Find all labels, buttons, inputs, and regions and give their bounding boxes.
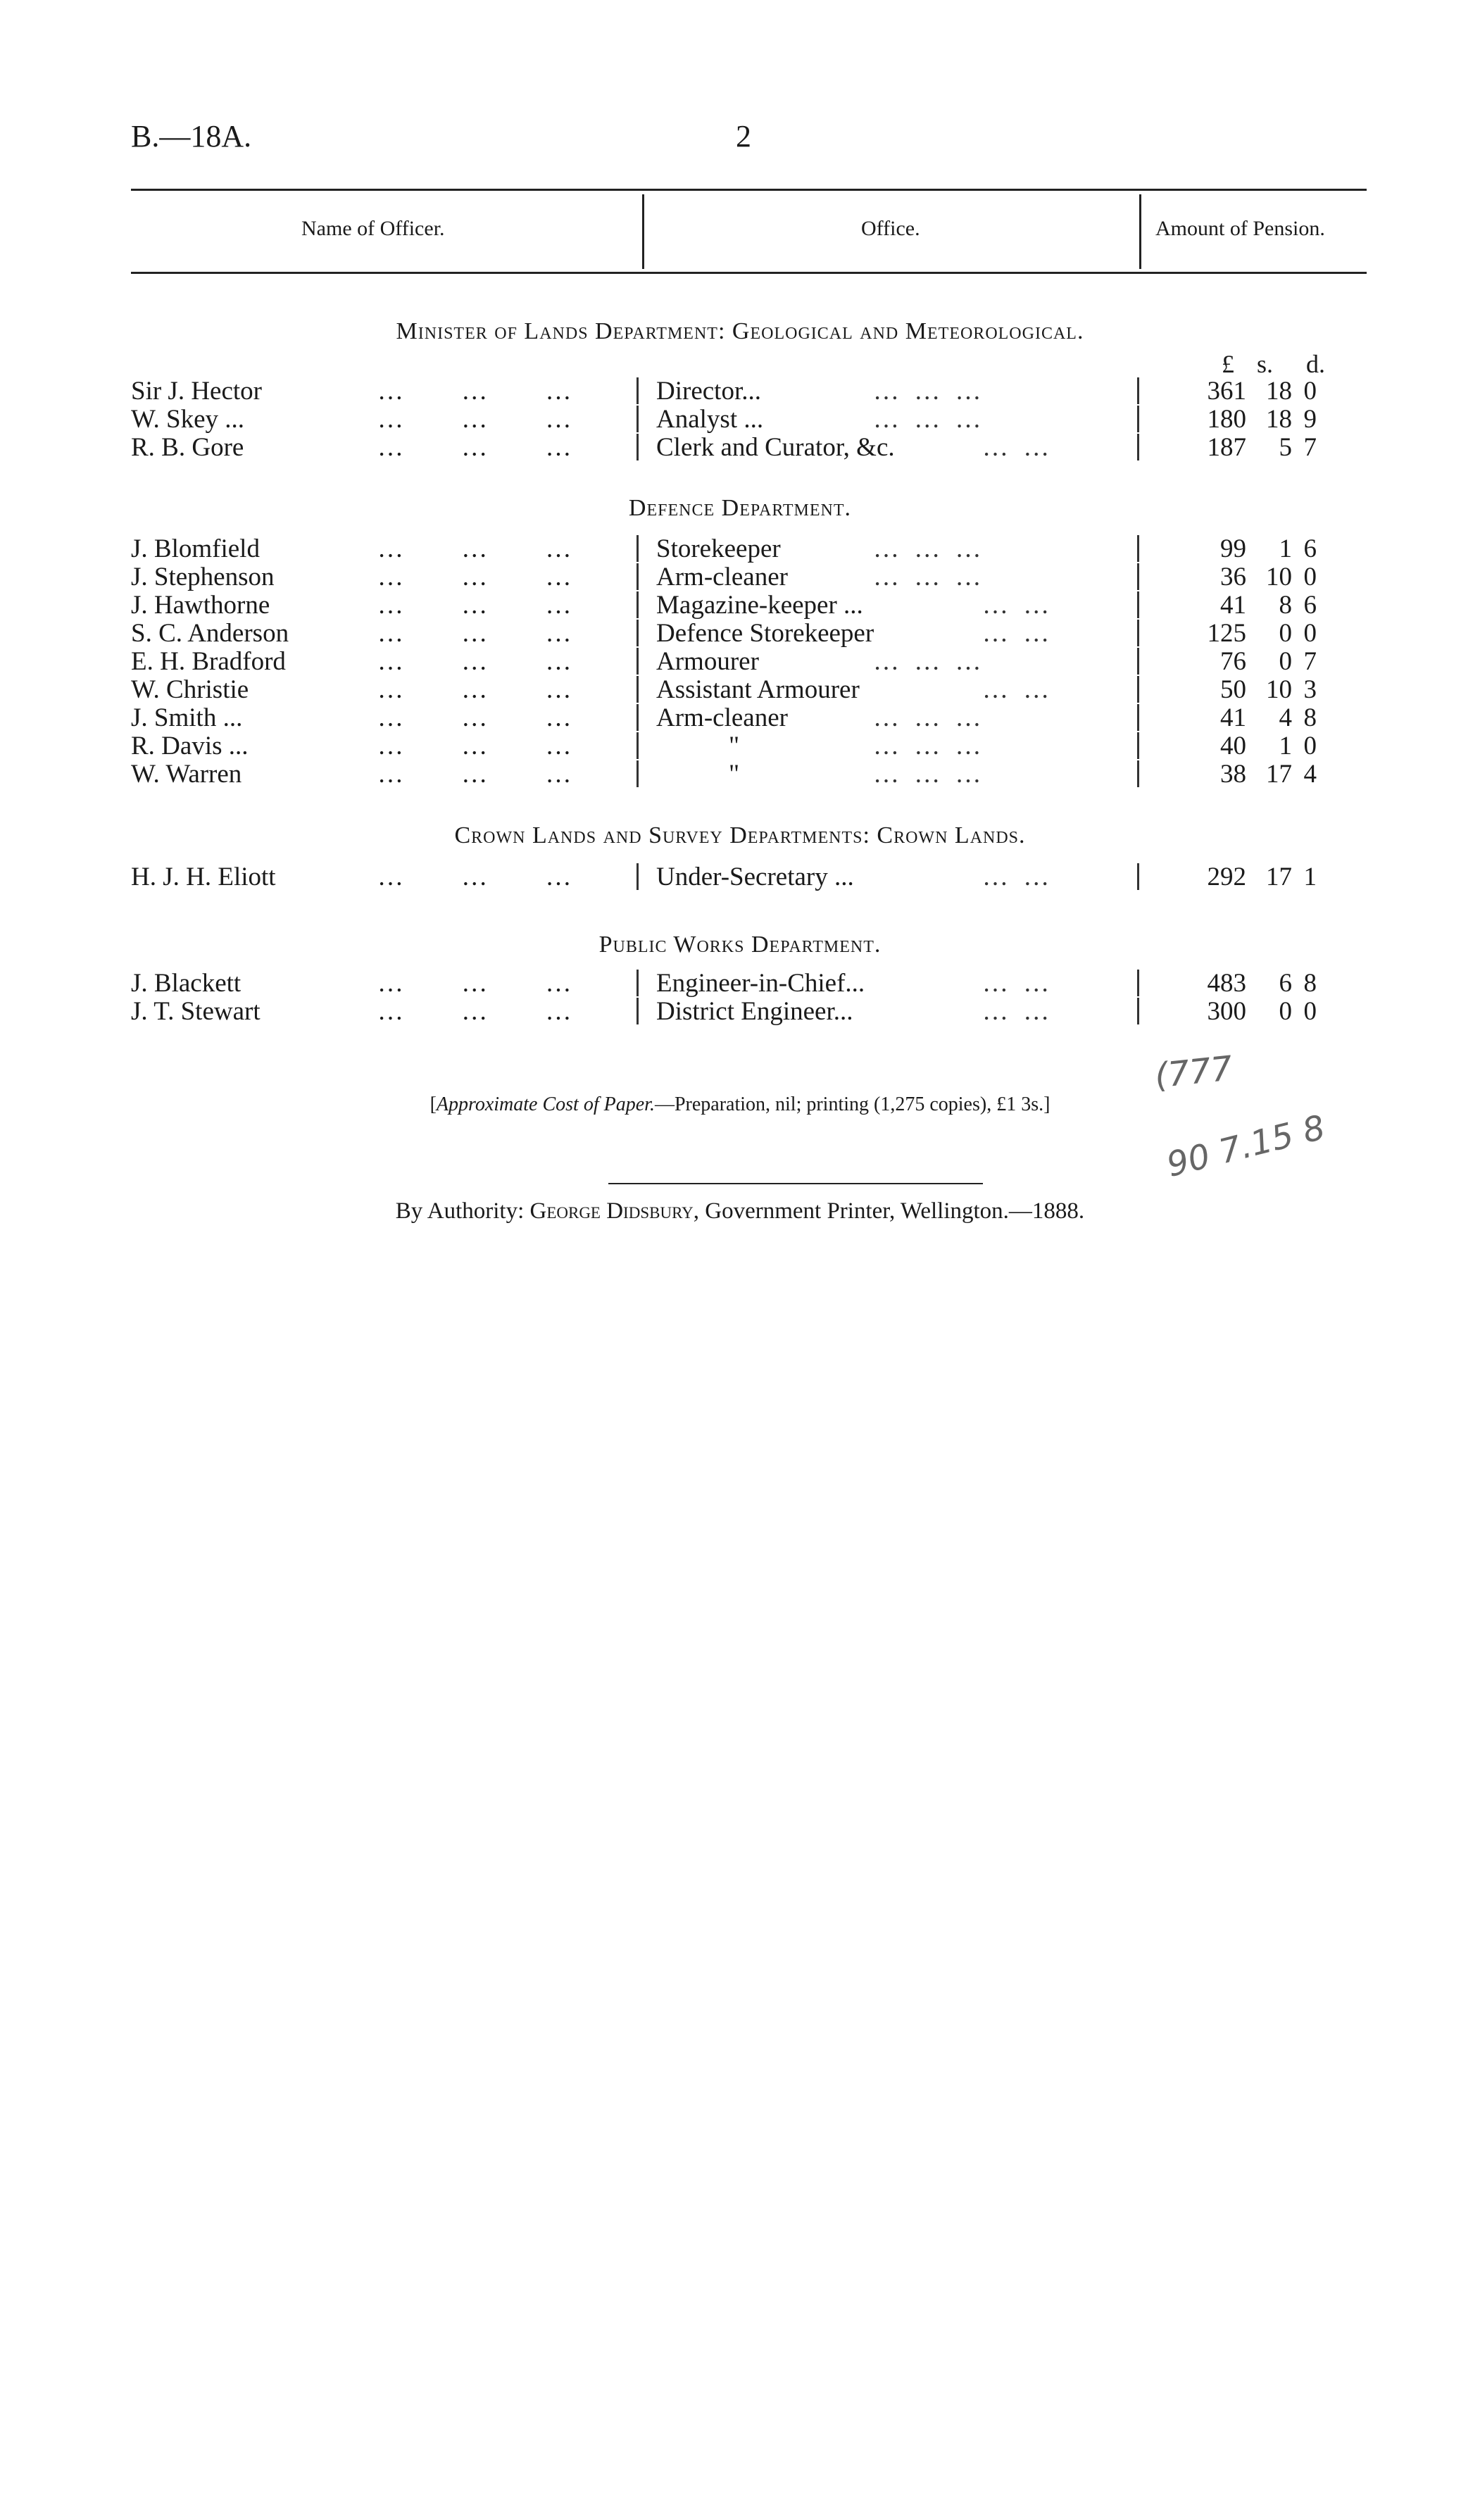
leader-dots: … … (982, 675, 1054, 704)
leader-dots (377, 590, 576, 620)
table-header-rule (131, 272, 1367, 274)
pension-pence: 0 (1303, 997, 1317, 1026)
section-title: Defence Department. (628, 495, 852, 521)
pension-pounds: 38 (1220, 760, 1246, 789)
leader-dots (377, 646, 576, 677)
officer-name: J. Smith ... (131, 703, 243, 732)
handwritten-note: 90 7.15 8 (1162, 1108, 1329, 1185)
leader-dots: … … (982, 969, 1054, 998)
leader-dots: … … … (873, 534, 986, 563)
section-title: Crown Lands and Survey Departments: Crown Lands. (454, 822, 1026, 848)
column-divider-2 (1139, 194, 1141, 269)
pension-shillings: 0 (1279, 647, 1292, 676)
pension-pence: 6 (1303, 591, 1317, 620)
officer-name: E. H. Bradford (131, 647, 286, 676)
table-row (0, 646, 1480, 675)
cost-text: —Preparation, nil; printing (1,275 copies), £1 3s.] (654, 1093, 1051, 1115)
column-divider-1 (642, 194, 644, 269)
pension-pounds: 41 (1220, 703, 1246, 732)
footer-rule (608, 1183, 983, 1184)
row-divider (636, 998, 639, 1024)
cost-of-paper-note (0, 1093, 1480, 1116)
table-row (0, 675, 1480, 703)
table-row (0, 618, 1480, 646)
officer-name: J. T. Stewart (131, 997, 261, 1026)
pension-pounds: 483 (1207, 969, 1246, 998)
office-title: Storekeeper (656, 534, 781, 563)
leader-dots (377, 968, 576, 998)
handwritten-note: (777 (1153, 1048, 1234, 1096)
pension-pence: 7 (1303, 647, 1317, 676)
leader-dots: … … (982, 433, 1054, 462)
ditto-mark: " (729, 732, 740, 760)
row-divider (636, 863, 639, 890)
row-divider (1137, 406, 1139, 432)
office-title: Arm-cleaner (656, 703, 788, 732)
leader-dots (377, 618, 576, 648)
leader-dots (377, 759, 576, 789)
row-divider (1137, 434, 1139, 460)
leader-dots (377, 675, 576, 705)
pension-pounds: 300 (1207, 997, 1246, 1026)
officer-name: S. C. Anderson (131, 619, 289, 648)
unit-pence: d. (1306, 350, 1325, 378)
section-title: Minister of Lands Department: Geological and Meteorological. (396, 318, 1084, 344)
leader-dots (377, 562, 576, 592)
authority-suffix: , Government Printer, Wellington.—1888. (693, 1198, 1085, 1224)
cost-label: Approximate Cost of Paper. (436, 1093, 655, 1115)
pension-pence: 1 (1303, 863, 1317, 891)
table-row (0, 968, 1480, 996)
row-divider (636, 620, 639, 646)
pension-shillings: 1 (1279, 732, 1292, 760)
table-row (0, 404, 1480, 432)
pension-pence: 6 (1303, 534, 1317, 563)
office-title: Armourer (656, 647, 759, 676)
pension-shillings: 17 (1266, 760, 1292, 789)
row-divider (636, 970, 639, 996)
pension-shillings: 10 (1266, 675, 1292, 704)
row-divider (1137, 591, 1139, 618)
row-divider (636, 648, 639, 675)
office-title: Analyst ... (656, 405, 764, 434)
pension-pounds: 36 (1220, 563, 1246, 591)
leader-dots (377, 376, 576, 406)
pension-pounds: 125 (1207, 619, 1246, 648)
table-row (0, 703, 1480, 731)
pension-pence: 9 (1303, 405, 1317, 434)
office-title: Arm-cleaner (656, 563, 788, 591)
pension-shillings: 1 (1279, 534, 1292, 563)
pension-pounds: 41 (1220, 591, 1246, 620)
office-title: Under-Secretary ... (656, 863, 854, 891)
row-divider (1137, 863, 1139, 890)
office-title: Director... (656, 377, 761, 406)
table-top-rule (131, 189, 1367, 191)
pension-shillings: 6 (1279, 969, 1292, 998)
leader-dots (377, 731, 576, 761)
leader-dots (377, 534, 576, 564)
row-divider (1137, 535, 1139, 562)
row-divider (1137, 732, 1139, 759)
pension-shillings: 17 (1266, 863, 1292, 891)
officer-name: H. J. H. Eliott (131, 863, 276, 891)
pension-pence: 0 (1303, 619, 1317, 648)
row-divider (636, 732, 639, 759)
pension-pounds: 180 (1207, 405, 1246, 434)
pension-pence: 0 (1303, 563, 1317, 591)
row-divider (1137, 704, 1139, 731)
pension-shillings: 10 (1266, 563, 1292, 591)
row-divider (636, 535, 639, 562)
table-row (0, 432, 1480, 460)
row-divider (636, 406, 639, 432)
table-row (0, 590, 1480, 618)
officer-name: J. Hawthorne (131, 591, 270, 620)
leader-dots: … … (982, 591, 1054, 620)
officer-name: W. Christie (131, 675, 249, 704)
column-header-office: Office. (861, 217, 920, 240)
officer-name: R. Davis ... (131, 732, 249, 760)
officer-name: W. Warren (131, 760, 242, 789)
pension-pence: 3 (1303, 675, 1317, 704)
leader-dots: … … … (873, 732, 986, 760)
row-divider (1137, 760, 1139, 787)
pension-shillings: 18 (1266, 377, 1292, 406)
leader-dots: … … … (873, 647, 986, 676)
pension-pounds: 187 (1207, 433, 1246, 462)
leader-dots (377, 432, 576, 463)
page-reference: B.—18A. (131, 119, 252, 153)
pension-pence: 0 (1303, 377, 1317, 406)
table-row (0, 376, 1480, 404)
row-divider (1137, 676, 1139, 703)
unit-shillings: s. (1257, 350, 1274, 378)
pension-shillings: 8 (1279, 591, 1292, 620)
pension-pounds: 40 (1220, 732, 1246, 760)
row-divider (1137, 563, 1139, 590)
pension-pounds: 361 (1207, 377, 1246, 406)
section-title: Public Works Department. (598, 932, 882, 958)
table-row (0, 534, 1480, 562)
row-divider (1137, 648, 1139, 675)
leader-dots (377, 703, 576, 733)
pension-pounds: 292 (1207, 863, 1246, 891)
pension-shillings: 0 (1279, 619, 1292, 648)
office-title: Assistant Armourer (656, 675, 860, 704)
table-row (0, 996, 1480, 1024)
pension-shillings: 5 (1279, 433, 1292, 462)
officer-name: J. Blomfield (131, 534, 260, 563)
row-divider (636, 591, 639, 618)
table-row (0, 862, 1480, 890)
page-number: 2 (736, 119, 751, 153)
office-title: Defence Storekeeper (656, 619, 874, 648)
pension-pence: 0 (1303, 732, 1317, 760)
row-divider (1137, 998, 1139, 1024)
row-divider (636, 377, 639, 404)
column-header-amount: Amount of Pension. (1155, 217, 1325, 240)
officer-name: Sir J. Hector (131, 377, 262, 406)
officer-name: J. Blackett (131, 969, 242, 998)
row-divider (636, 704, 639, 731)
pension-pence: 8 (1303, 703, 1317, 732)
pension-pence: 7 (1303, 433, 1317, 462)
row-divider (1137, 377, 1139, 404)
leader-dots: … … … (873, 377, 986, 406)
row-divider (636, 760, 639, 787)
row-divider (636, 563, 639, 590)
leader-dots (377, 996, 576, 1027)
leader-dots: … … (982, 863, 1054, 891)
table-row (0, 731, 1480, 759)
leader-dots: … … … (873, 760, 986, 789)
leader-dots (377, 404, 576, 434)
row-divider (1137, 970, 1139, 996)
printer-name: George Didsbury (529, 1198, 694, 1224)
cost-bracket: [ (429, 1093, 437, 1115)
office-title: District Engineer... (656, 997, 853, 1026)
leader-dots: … … (982, 997, 1054, 1026)
pension-shillings: 0 (1279, 997, 1292, 1026)
printer-imprint (0, 1198, 1480, 1224)
pension-shillings: 18 (1266, 405, 1292, 434)
pension-pounds: 50 (1220, 675, 1246, 704)
row-divider (636, 434, 639, 460)
column-header-name: Name of Officer. (301, 217, 445, 240)
pension-pounds: 76 (1220, 647, 1246, 676)
pension-pence: 4 (1303, 760, 1317, 789)
row-divider (1137, 620, 1139, 646)
table-row (0, 562, 1480, 590)
pension-pounds: 99 (1220, 534, 1246, 563)
leader-dots: … … (982, 619, 1054, 648)
officer-name: R. B. Gore (131, 433, 244, 462)
pension-pence: 8 (1303, 969, 1317, 998)
office-title: Engineer-in-Chief... (656, 969, 865, 998)
unit-pounds: £ (1222, 350, 1234, 378)
office-title: Magazine-keeper ... (656, 591, 863, 620)
leader-dots (377, 862, 576, 892)
pension-shillings: 4 (1279, 703, 1292, 732)
officer-name: W. Skey ... (131, 405, 245, 434)
table-row (0, 759, 1480, 787)
officer-name: J. Stephenson (131, 563, 275, 591)
leader-dots: … … … (873, 563, 986, 591)
authority-prefix: By Authority: (395, 1198, 525, 1224)
leader-dots: … … … (873, 405, 986, 434)
ditto-mark: " (729, 760, 740, 789)
office-title: Clerk and Curator, &c. (656, 433, 895, 462)
leader-dots: … … … (873, 703, 986, 732)
row-divider (636, 676, 639, 703)
